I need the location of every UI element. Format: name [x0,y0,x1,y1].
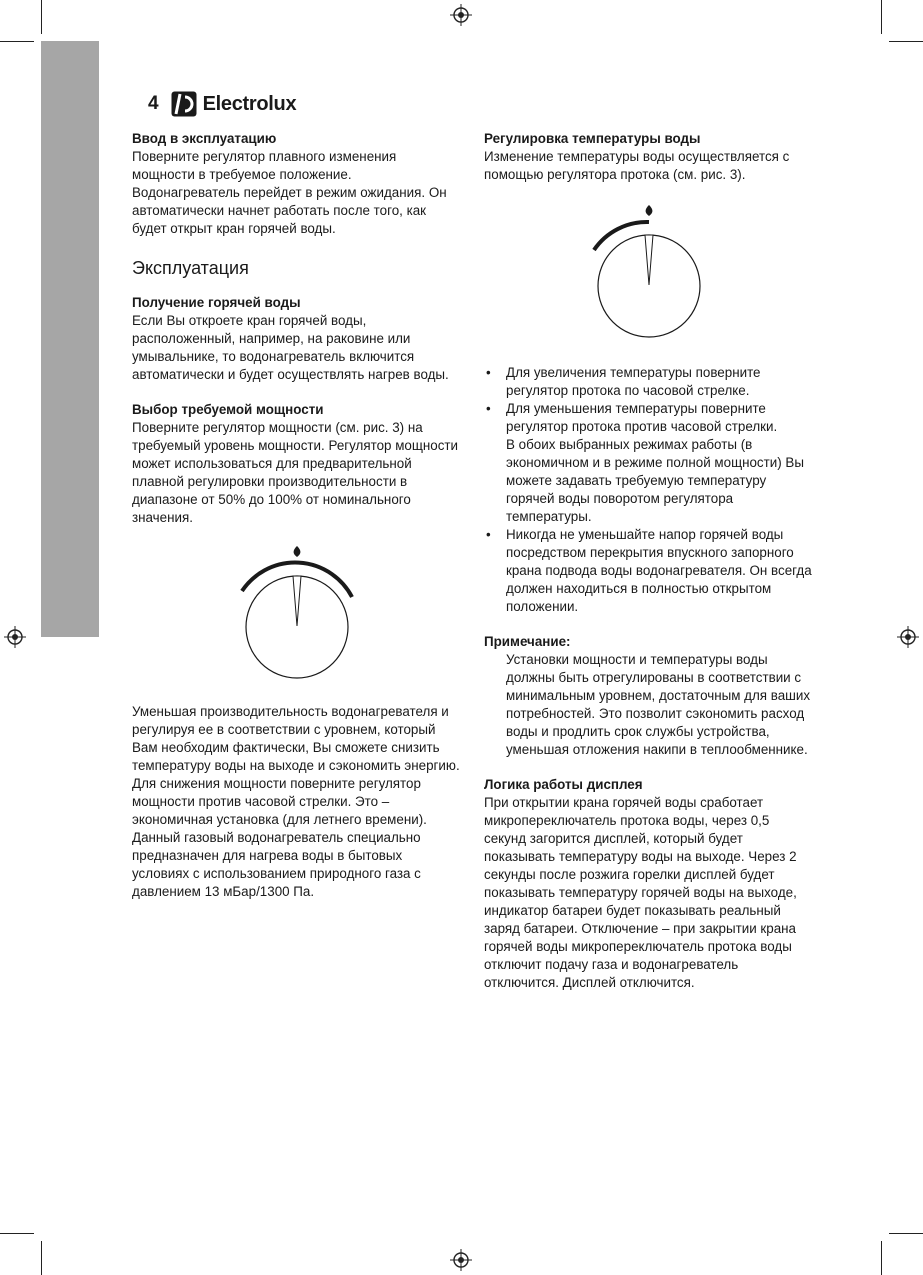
temperature-dial-icon [584,198,714,338]
section-title: Эксплуатация [132,258,249,278]
list-item-extra: В обоих выбранных режимах работы (в экономичном и в режиме полной мощности) Вы можете задавать требуемую температуру горячей воды поворотом регулятора температуры. [506,437,804,524]
list-item [484,526,814,616]
hot-water-heading: Получение горячей воды [132,295,301,310]
registration-mark-icon [4,626,26,648]
brand-name: Electrolux [202,92,297,115]
temperature-heading: Регулировка температуры воды [484,131,701,146]
list-item-text: Для уменьшения температуры поверните регулятор протока против часовой стрелки. [506,401,778,434]
list-item [484,364,814,400]
after-dial-paragraph: Уменьшая производительность водонагревателя и регулируя ее в соответствии с уровнем, который Вам необходим фактически, Вы сможете снизить температуру воды на выходе и сэкономить энергию. [132,704,460,773]
page-header [148,89,296,119]
commissioning-heading: Ввод в эксплуатацию [132,131,277,146]
left-column [132,130,462,901]
side-tab [41,41,99,637]
temperature-section [484,130,814,184]
power-section [132,401,462,527]
crop-mark [889,41,923,42]
crop-mark [41,0,42,34]
registration-mark-icon [897,626,919,648]
after-dial-paragraph: Для снижения мощности поверните регулятор мощности против часовой стрелки. Это – экономичная установка (для летнего времени). [132,776,427,827]
commissioning-section [132,130,462,238]
after-dial-paragraph: Данный газовый водонагреватель специально предназначен для нагрева воды в бытовых условиях с использованием природного газа с давлением 13 мБар/1300 Па. [132,830,421,899]
list-item [484,400,814,526]
power-text: Поверните регулятор мощности (см. рис. 3) на требуемый уровень мощности. Регулятор мощности может использоваться для предварительной плавной регулировки производительности в диапазоне от 50% до 100% от номинального значения. [132,420,459,525]
power-dial-figure [132,539,462,679]
right-column [484,130,814,992]
crop-mark [889,1233,923,1234]
registration-mark-icon [450,4,472,26]
display-text: При открытии крана горячей воды сработает микропереключатель протока воды, через 0,5 секунд загорится дисплей, который будет показывать температуру воды на выходе. Через 2 секунды после розжига горелки дисплей будет показывать температуру горячей воды на выходе, индикатор батареи будет показывать реальный заряд батареи. Отключение – при закрытии крана горячей воды микропереключатель протока воды отключит подачу газа и водонагреватель отключится. Дисплей отключится. [484,795,797,990]
page-number: 4 [148,93,159,114]
display-section [484,776,814,992]
power-heading: Выбор требуемой мощности [132,402,324,417]
crop-mark [881,0,882,34]
power-dial-icon [232,539,362,679]
hot-water-text: Если Вы откроете кран горячей воды, расположенный, например, на раковине или умывальнике, то водонагреватель включится автоматически и будет осуществлять нагрев воды. [132,313,449,382]
crop-mark [881,1241,882,1275]
list-item-text: Никогда не уменьшайте напор горячей воды посредством перекрытия впускного запорного крана подвода воды водонагревателя. Он всегда должен находиться в полностью открытом положении. [506,527,812,614]
crop-mark [0,41,34,42]
note-heading: Примечание: [484,634,571,649]
electrolux-logo-icon [171,91,197,117]
instructions-list [484,364,814,616]
temperature-dial-figure [484,198,814,338]
temperature-text: Изменение температуры воды осуществляется с помощью регулятора протока (см. рис. 3). [484,149,790,182]
registration-mark-icon [450,1249,472,1271]
crop-mark [41,1241,42,1275]
display-heading: Логика работы дисплея [484,777,643,792]
note-text: Установки мощности и температуры воды должны быть отрегулированы в соответствии с минимальным уровнем, достаточным для ваших потребностей. Это позволит сэкономить расход воды и продлить срок службы устройства, уменьшая отложения накипи в теплообменнике. [506,652,811,757]
crop-mark [0,1233,34,1234]
note-section [484,633,814,759]
list-item-text: Для увеличения температуры поверните регулятор протока по часовой стрелке. [506,365,761,398]
commissioning-text: Поверните регулятор плавного изменения мощности в требуемое положение. Водонагреватель перейдет в режим ожидания. Он автоматически начнет работать после того, как будет открыт кран горячей воды. [132,149,447,236]
hot-water-section [132,294,462,384]
